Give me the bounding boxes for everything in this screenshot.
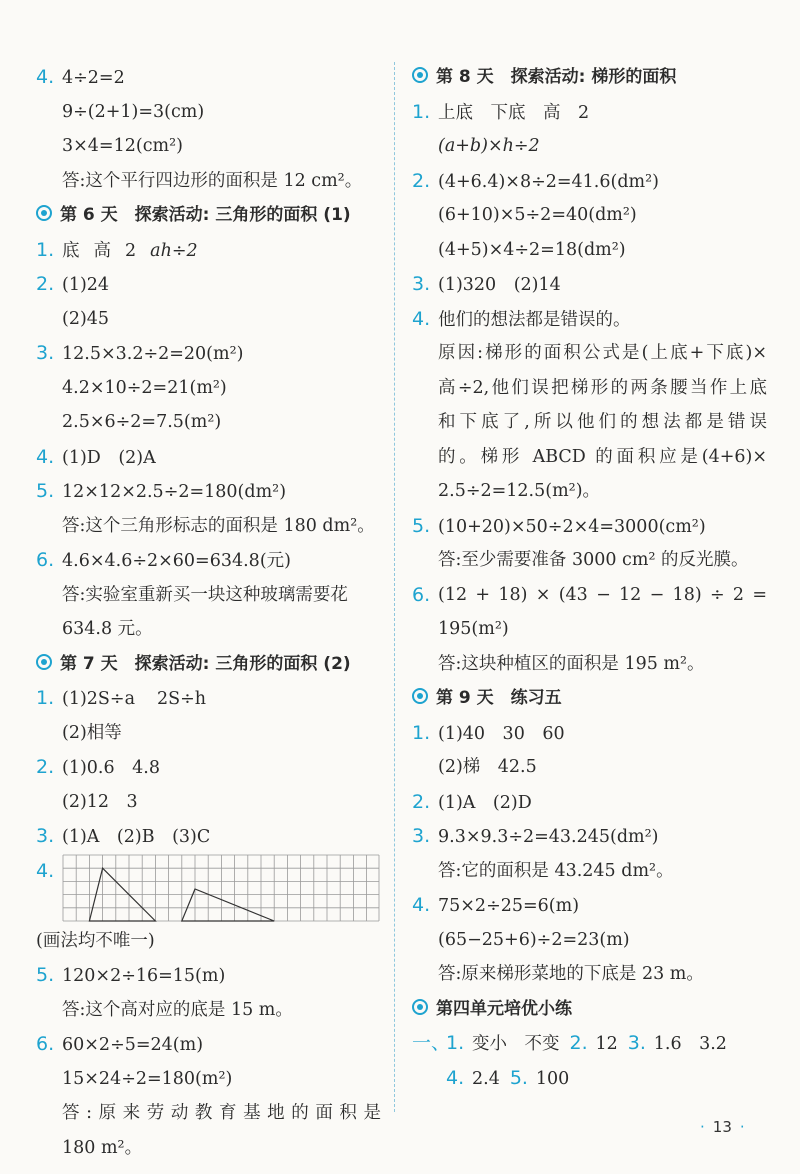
answer-line: (2)梯 42.5 xyxy=(438,757,537,777)
section-heading xyxy=(412,60,767,95)
answer-text: (1)40 30 60 xyxy=(438,723,565,744)
question-number: 4. xyxy=(36,445,55,468)
answer-line xyxy=(36,60,381,95)
question-number: 1. xyxy=(412,721,431,744)
answer-line: (6+10)×5÷2=40(dm²) xyxy=(438,205,637,225)
answer-line: 答:实验室重新买一块这种玻璃需要花 xyxy=(62,584,348,605)
answer-text: (10+20)×50÷2×4=3000(cm²) xyxy=(438,516,706,537)
section-heading xyxy=(36,647,381,682)
answer-line xyxy=(412,509,767,544)
answer-line xyxy=(412,888,767,923)
section-title: 第四单元培优小练 xyxy=(436,998,572,1019)
answer-line: (65−25+6)÷2=23(m) xyxy=(438,929,630,950)
answer-line xyxy=(412,95,767,130)
answer-text: 12 xyxy=(595,1034,618,1054)
question-number: 6. xyxy=(412,583,431,606)
answer-text: ah÷2 xyxy=(150,240,198,261)
answer-text: 和下底了,所以他们的想法都是错误 xyxy=(438,412,767,432)
answer-line: (2)相等 xyxy=(62,722,122,743)
answer-text: 的。梯形 ABCD 的面积应是(4+6)× xyxy=(438,446,767,467)
answer-text: 2.5÷2=12.5(m²)。 xyxy=(438,481,601,501)
answer-text: 高÷2,他们误把梯形的两条腰当作上底 xyxy=(438,377,767,398)
answer-text: 120×2÷16=15(m) xyxy=(62,966,226,986)
bullet-ring-icon xyxy=(36,205,52,221)
answer-line: 2.5×6÷2=7.5(m²) xyxy=(62,412,222,432)
answer-line: 答:原来梯形菜地的下底是 23 m。 xyxy=(438,964,704,984)
section-title: 第 8 天 探索活动: 梯形的面积 xyxy=(436,67,677,87)
question-number: 1. xyxy=(36,238,55,261)
answer-text: 高 xyxy=(93,240,111,261)
bullet-ring-icon xyxy=(36,654,52,670)
answer-paragraph xyxy=(412,336,767,509)
answer-text: 他们的想法都是错误的。 xyxy=(438,309,631,330)
answer-line xyxy=(36,543,381,578)
question-number: 3. xyxy=(412,273,431,295)
answer-line xyxy=(36,681,381,716)
answer-text: 12.5×3.2÷2=20(m²) xyxy=(62,344,244,364)
answer-line: 答:它的面积是 43.245 dm²。 xyxy=(438,860,674,881)
answer-line: 4.2×10÷2=21(m²) xyxy=(62,377,227,398)
question-number: 5. xyxy=(36,480,55,502)
answer-text: (1)0.6 4.8 xyxy=(62,758,160,778)
triangle-grid-figure xyxy=(62,854,380,922)
answer-line xyxy=(36,819,381,854)
question-number: 1. xyxy=(446,1032,465,1054)
answer-text: (1)2S÷a xyxy=(62,689,136,709)
answer-text: (1)A (2)D xyxy=(438,792,532,813)
section-title: 第 9 天 练习五 xyxy=(436,688,562,708)
answer-text: 100 xyxy=(535,1068,570,1089)
question-number: 1. xyxy=(412,100,431,123)
left-column xyxy=(36,60,381,1165)
answer-line xyxy=(412,578,767,613)
question-number: 5. xyxy=(36,964,55,986)
column-divider xyxy=(394,62,395,1112)
answer-line: 195(m²) xyxy=(438,619,509,639)
question-number: 3. xyxy=(36,825,55,847)
answer-line: (画法均不唯一) xyxy=(36,930,155,951)
question-number: 2. xyxy=(36,756,55,778)
answer-line: 答:这个高对应的底是 15 m。 xyxy=(62,999,293,1020)
answer-text: (12 + 18) × (43 − 12 − 18) ÷ 2 = xyxy=(438,584,767,605)
answer-text: (4+6.4)×8÷2=41.6(dm²) xyxy=(438,171,659,192)
answer-text: 60×2÷5=24(m) xyxy=(62,1035,204,1055)
question-number: 3. xyxy=(36,342,55,364)
answer-line xyxy=(36,1027,381,1062)
grid-lines xyxy=(63,855,379,921)
question-number: 4. xyxy=(412,307,431,330)
answer-line: 答:至少需要准备 3000 cm² 的反光膜。 xyxy=(438,550,749,570)
answer-line: 答:这个平行四边形的面积是 12 cm²。 xyxy=(62,170,363,191)
answer-line xyxy=(36,267,381,302)
answer-line: (2)45 xyxy=(62,308,110,329)
answer-text: 4÷2=2 xyxy=(62,68,125,88)
answer-text: 75×2÷25=6(m) xyxy=(438,896,580,916)
answer-text: 答:原来劳动教育基地的面积是 xyxy=(62,1103,381,1123)
answer-line: 634.8 元。 xyxy=(62,619,153,639)
question-number: 2. xyxy=(569,1032,588,1054)
question-number: 3. xyxy=(627,1032,646,1054)
bullet-ring-icon xyxy=(412,67,428,83)
answer-paragraph xyxy=(36,1096,381,1165)
answer-text: (1)A (2)B (3)C xyxy=(62,827,211,847)
answer-line xyxy=(36,336,381,371)
page-footer: · 13 · xyxy=(700,1118,745,1136)
bullet-ring-icon xyxy=(412,688,428,704)
answer-line: (4+5)×4÷2=18(dm²) xyxy=(438,239,626,260)
triangle-2 xyxy=(182,889,274,921)
answer-line: (2)12 3 xyxy=(62,791,138,812)
answer-text: 180 m²。 xyxy=(62,1137,143,1158)
question-number: 3. xyxy=(412,825,431,847)
section-heading xyxy=(36,198,381,233)
answer-line xyxy=(412,1026,767,1061)
answer-text: 9.3×9.3÷2=43.245(dm²) xyxy=(438,827,659,847)
section-heading xyxy=(412,681,767,716)
answer-text: 上底 下底 高 2 xyxy=(438,102,590,123)
right-column xyxy=(412,60,767,1095)
answer-text: 底 xyxy=(62,240,80,261)
answer-line xyxy=(412,785,767,820)
question-number: 4. xyxy=(412,894,431,916)
question-number: 4. xyxy=(36,859,55,882)
answer-text: 12×12×2.5÷2=180(dm²) xyxy=(62,482,287,502)
answer-line xyxy=(412,267,767,302)
answer-text: (1)320 (2)14 xyxy=(438,275,561,295)
part-number: 一、 xyxy=(412,1032,451,1054)
answer-text: (1)D (2)A xyxy=(62,447,156,468)
answer-line xyxy=(36,474,381,509)
answer-text: 2 xyxy=(125,240,137,261)
answer-line: 答:这块种植区的面积是 195 m²。 xyxy=(438,653,705,674)
answer-line xyxy=(412,716,767,751)
answer-text: (a+b)×h÷2 xyxy=(438,136,540,156)
answer-text: 4.6×4.6÷2×60=634.8(元) xyxy=(62,551,291,571)
answer-text: 2.4 xyxy=(472,1068,500,1089)
section-title: 第 6 天 探索活动: 三角形的面积 (1) xyxy=(60,205,351,225)
question-number: 2. xyxy=(412,169,431,192)
page-number: 13 xyxy=(712,1118,732,1136)
answer-line xyxy=(412,819,767,854)
question-number: 2. xyxy=(412,790,431,813)
answer-line xyxy=(412,164,767,199)
answer-text: 1.6 3.2 xyxy=(653,1034,727,1054)
question-number: 5. xyxy=(412,514,431,537)
answer-line xyxy=(36,958,381,993)
question-number: 4. xyxy=(36,66,55,88)
answer-line xyxy=(36,854,381,924)
answer-line xyxy=(36,440,381,475)
answer-text: (1)24 xyxy=(62,275,110,295)
question-number: 6. xyxy=(36,549,55,571)
question-number: 1. xyxy=(36,687,55,709)
question-number: 4. xyxy=(446,1066,465,1089)
answer-line: 答:这个三角形标志的面积是 180 dm²。 xyxy=(62,515,375,536)
answer-line: 15×24÷2=180(m²) xyxy=(62,1068,233,1089)
answer-line: 9÷(2+1)=3(cm) xyxy=(62,101,205,122)
section-title: 第 7 天 探索活动: 三角形的面积 (2) xyxy=(60,653,351,674)
question-number: 2. xyxy=(36,273,55,295)
answer-line xyxy=(36,750,381,785)
question-number: 6. xyxy=(36,1033,55,1055)
question-number: 5. xyxy=(509,1066,528,1089)
answer-line xyxy=(412,1061,767,1096)
answer-text: 原因:梯形的面积公式是(上底+下底)× xyxy=(438,343,767,363)
bullet-ring-icon xyxy=(412,999,428,1015)
answer-line xyxy=(412,302,767,337)
answer-text: 变小 不变 xyxy=(472,1034,560,1054)
answer-text: 2S÷h xyxy=(157,689,207,709)
section-heading xyxy=(412,992,767,1027)
answer-line: 3×4=12(cm²) xyxy=(62,136,183,156)
answer-line xyxy=(36,233,381,268)
answer-line xyxy=(412,129,767,164)
